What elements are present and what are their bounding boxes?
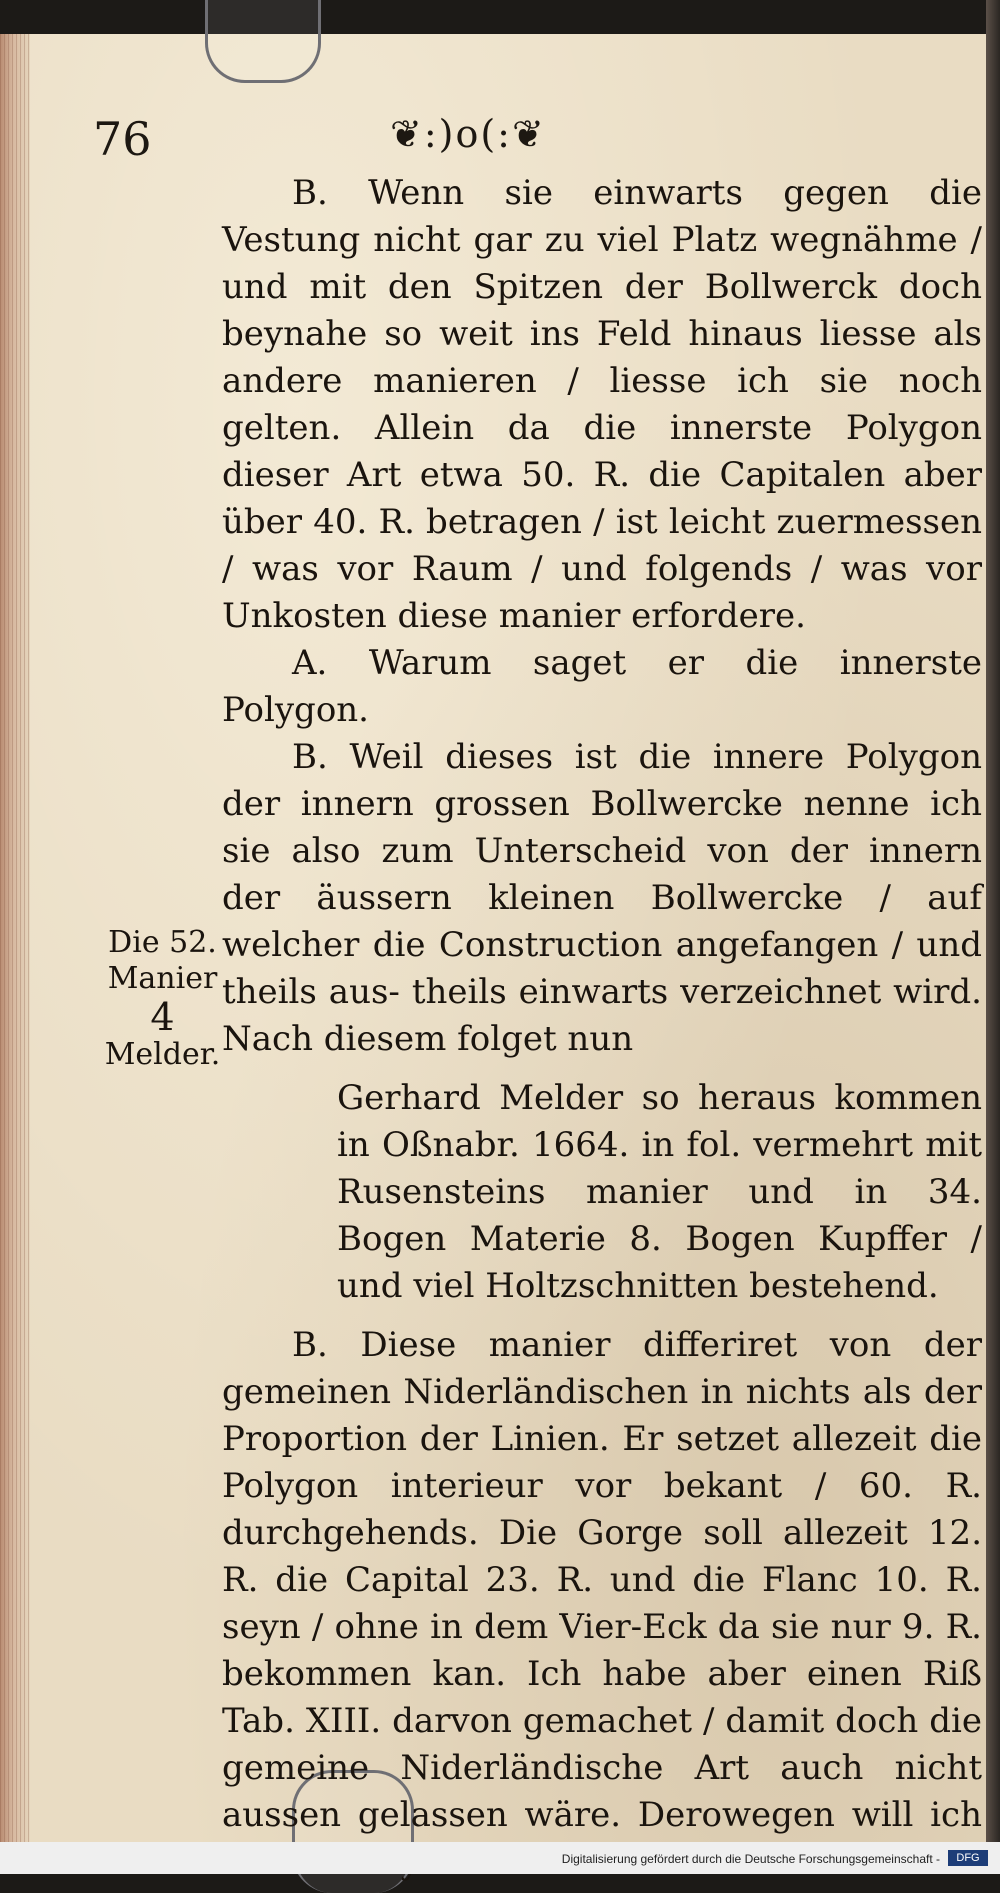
footer-credit: Digitalisierung gefördert durch die Deutsche Forschungsgemeinschaft - [561,1852,940,1866]
page-edge-left [0,34,30,1842]
margin-note-line1: Die 52. [108,925,217,960]
page-number: 76 [93,112,152,166]
paragraph-b-first: B. Wenn sie einwarts gegen die Vestung nicht gar zu viel Platz wegnähme / und mit den Spitzen der Bollwerck doch beynahe so weit ins Feld hinaus liesse als andere manieren / liesse ich sie noch gelten. Allein da die innerste Polygon dieser Art etwa 50. R. die Capitalen aber über 40. R. betragen / ist leicht zuermessen / was vor Raum / und folgends / was vor Unkosten diese manier erfordere. [222,173,982,636]
header-ornament: ❦:)o(:❦ [390,112,546,156]
paragraph-b-answer: B. Weil dieses ist die innere Polygon der innern grossen Bollwercke nenne ich sie also zum Unterscheid von der innern der äussern kleinen Bollwercke / auf welcher die Construction angefangen / und theils aus- theils einwarts verzeichnet wird. Nach diesem folget nun [222,737,982,1059]
margin-note-line2: Manier [107,961,218,996]
citation-melder: Gerhard Melder so heraus kommen in Oßnabr. 1664. in fol. vermehrt mit Rusensteins manier und in 34. Bogen Materie 8. Bogen Kupffer / und viel Holtzschnitten bestehend. [337,1078,982,1306]
paragraph-a-question: A. Warum saget er die innerste Polygon. [222,643,982,730]
paragraph-b-final: B. Diese manier differiret von der gemeinen Niderländischen in nichts als der Proportion der Linien. Er setzet allezeit die Polygon interieur vor bekant / 60. R. durchgehends. Die Gorge soll allezeit 12. R. die Capital 23. R. und die Flanc 10. R. seyn / ohne in dem Vier-Eck da sie nur 9. R. bekommen kan. Ich habe aber einen Riß Tab. XIII. darvon gemachet / damit doch die gemeine Niderländische Art auch nicht aussen gelassen wäre. Derowegen will ich [222,1325,982,1835]
dfg-logo: DFG [948,1850,988,1866]
main-text [222,170,982,1886]
margin-note [100,925,225,1073]
margin-note-line3: 4 [150,995,175,1039]
margin-note-line4: Melder. [104,1037,221,1072]
book-spine-edge [986,0,1000,1874]
page-clip-top [205,0,321,83]
